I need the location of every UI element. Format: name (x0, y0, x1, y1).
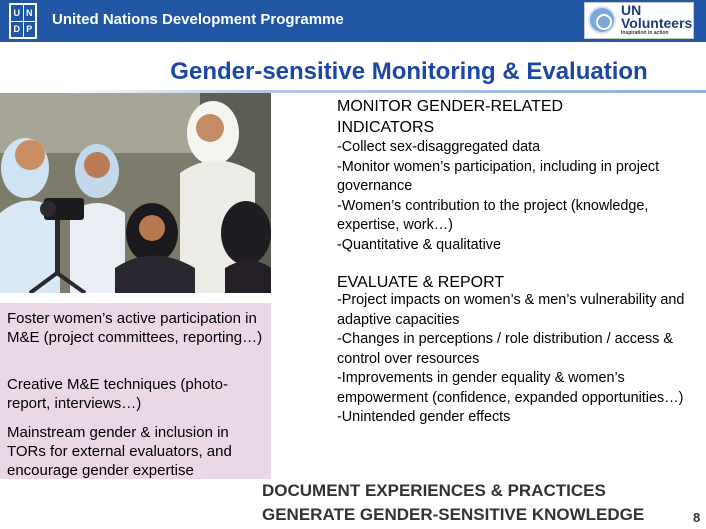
org-name: United Nations Development Programme (52, 11, 344, 28)
photo-icon (0, 93, 271, 293)
left-paragraph: Mainstream gender & inclusion in TORs for external evaluators, and encourage gender expertise (7, 424, 232, 479)
workshop-photo (0, 93, 271, 293)
footer-line-generate: GENERATE GENDER-SENSITIVE KNOWLEDGE (262, 505, 645, 524)
header-bar (0, 0, 706, 42)
unv-logo (584, 2, 694, 39)
list-item: -Quantitative & qualitative (337, 236, 501, 253)
undp-logo (9, 3, 37, 39)
monitor-heading: MONITOR GENDER-RELATED INDICATORS (337, 98, 564, 136)
unv-line1: UN (621, 2, 642, 18)
list-item: -Women’s contribution to the project (knowledge, expertise, work…) (337, 197, 649, 233)
list-item: -Unintended gender effects (337, 409, 511, 425)
undp-letter: P (24, 22, 36, 38)
undp-letter: D (11, 22, 23, 38)
list-item: -Changes in perceptions / role distribution / access & control over resources (337, 331, 673, 367)
footer-line-document: DOCUMENT EXPERIENCES & PRACTICES (262, 481, 606, 500)
unv-line2: Volunteers (621, 15, 693, 31)
list-item: -Project impacts on women’s & men’s vulnerability and adaptive capacities (337, 292, 685, 328)
unv-logo-text (621, 4, 692, 30)
list-item: -Improvements in gender equality & women’s empowerment (confidence, expanded opportunities…) (337, 370, 684, 406)
undp-letter: U (11, 5, 23, 21)
monitor-list (337, 138, 692, 255)
un-emblem-icon (588, 6, 616, 34)
evaluate-list (337, 291, 692, 428)
list-item: -Monitor women’s participation, including in project governance (337, 158, 660, 194)
list-item: -Collect sex-disaggregated data (337, 139, 541, 155)
slide-title: Gender-sensitive Monitoring & Evaluation (170, 58, 648, 85)
unv-tagline: Inspiration in action (621, 30, 669, 36)
left-paragraph: Creative M&E techniques (photo-report, interviews…) (7, 376, 228, 412)
page-number: 8 (693, 510, 701, 525)
evaluate-heading: EVALUATE & REPORT (337, 274, 505, 291)
undp-letter: N (24, 5, 36, 21)
left-paragraph: Foster women’s active participation in M&E (project committees, reporting…) (7, 310, 263, 346)
